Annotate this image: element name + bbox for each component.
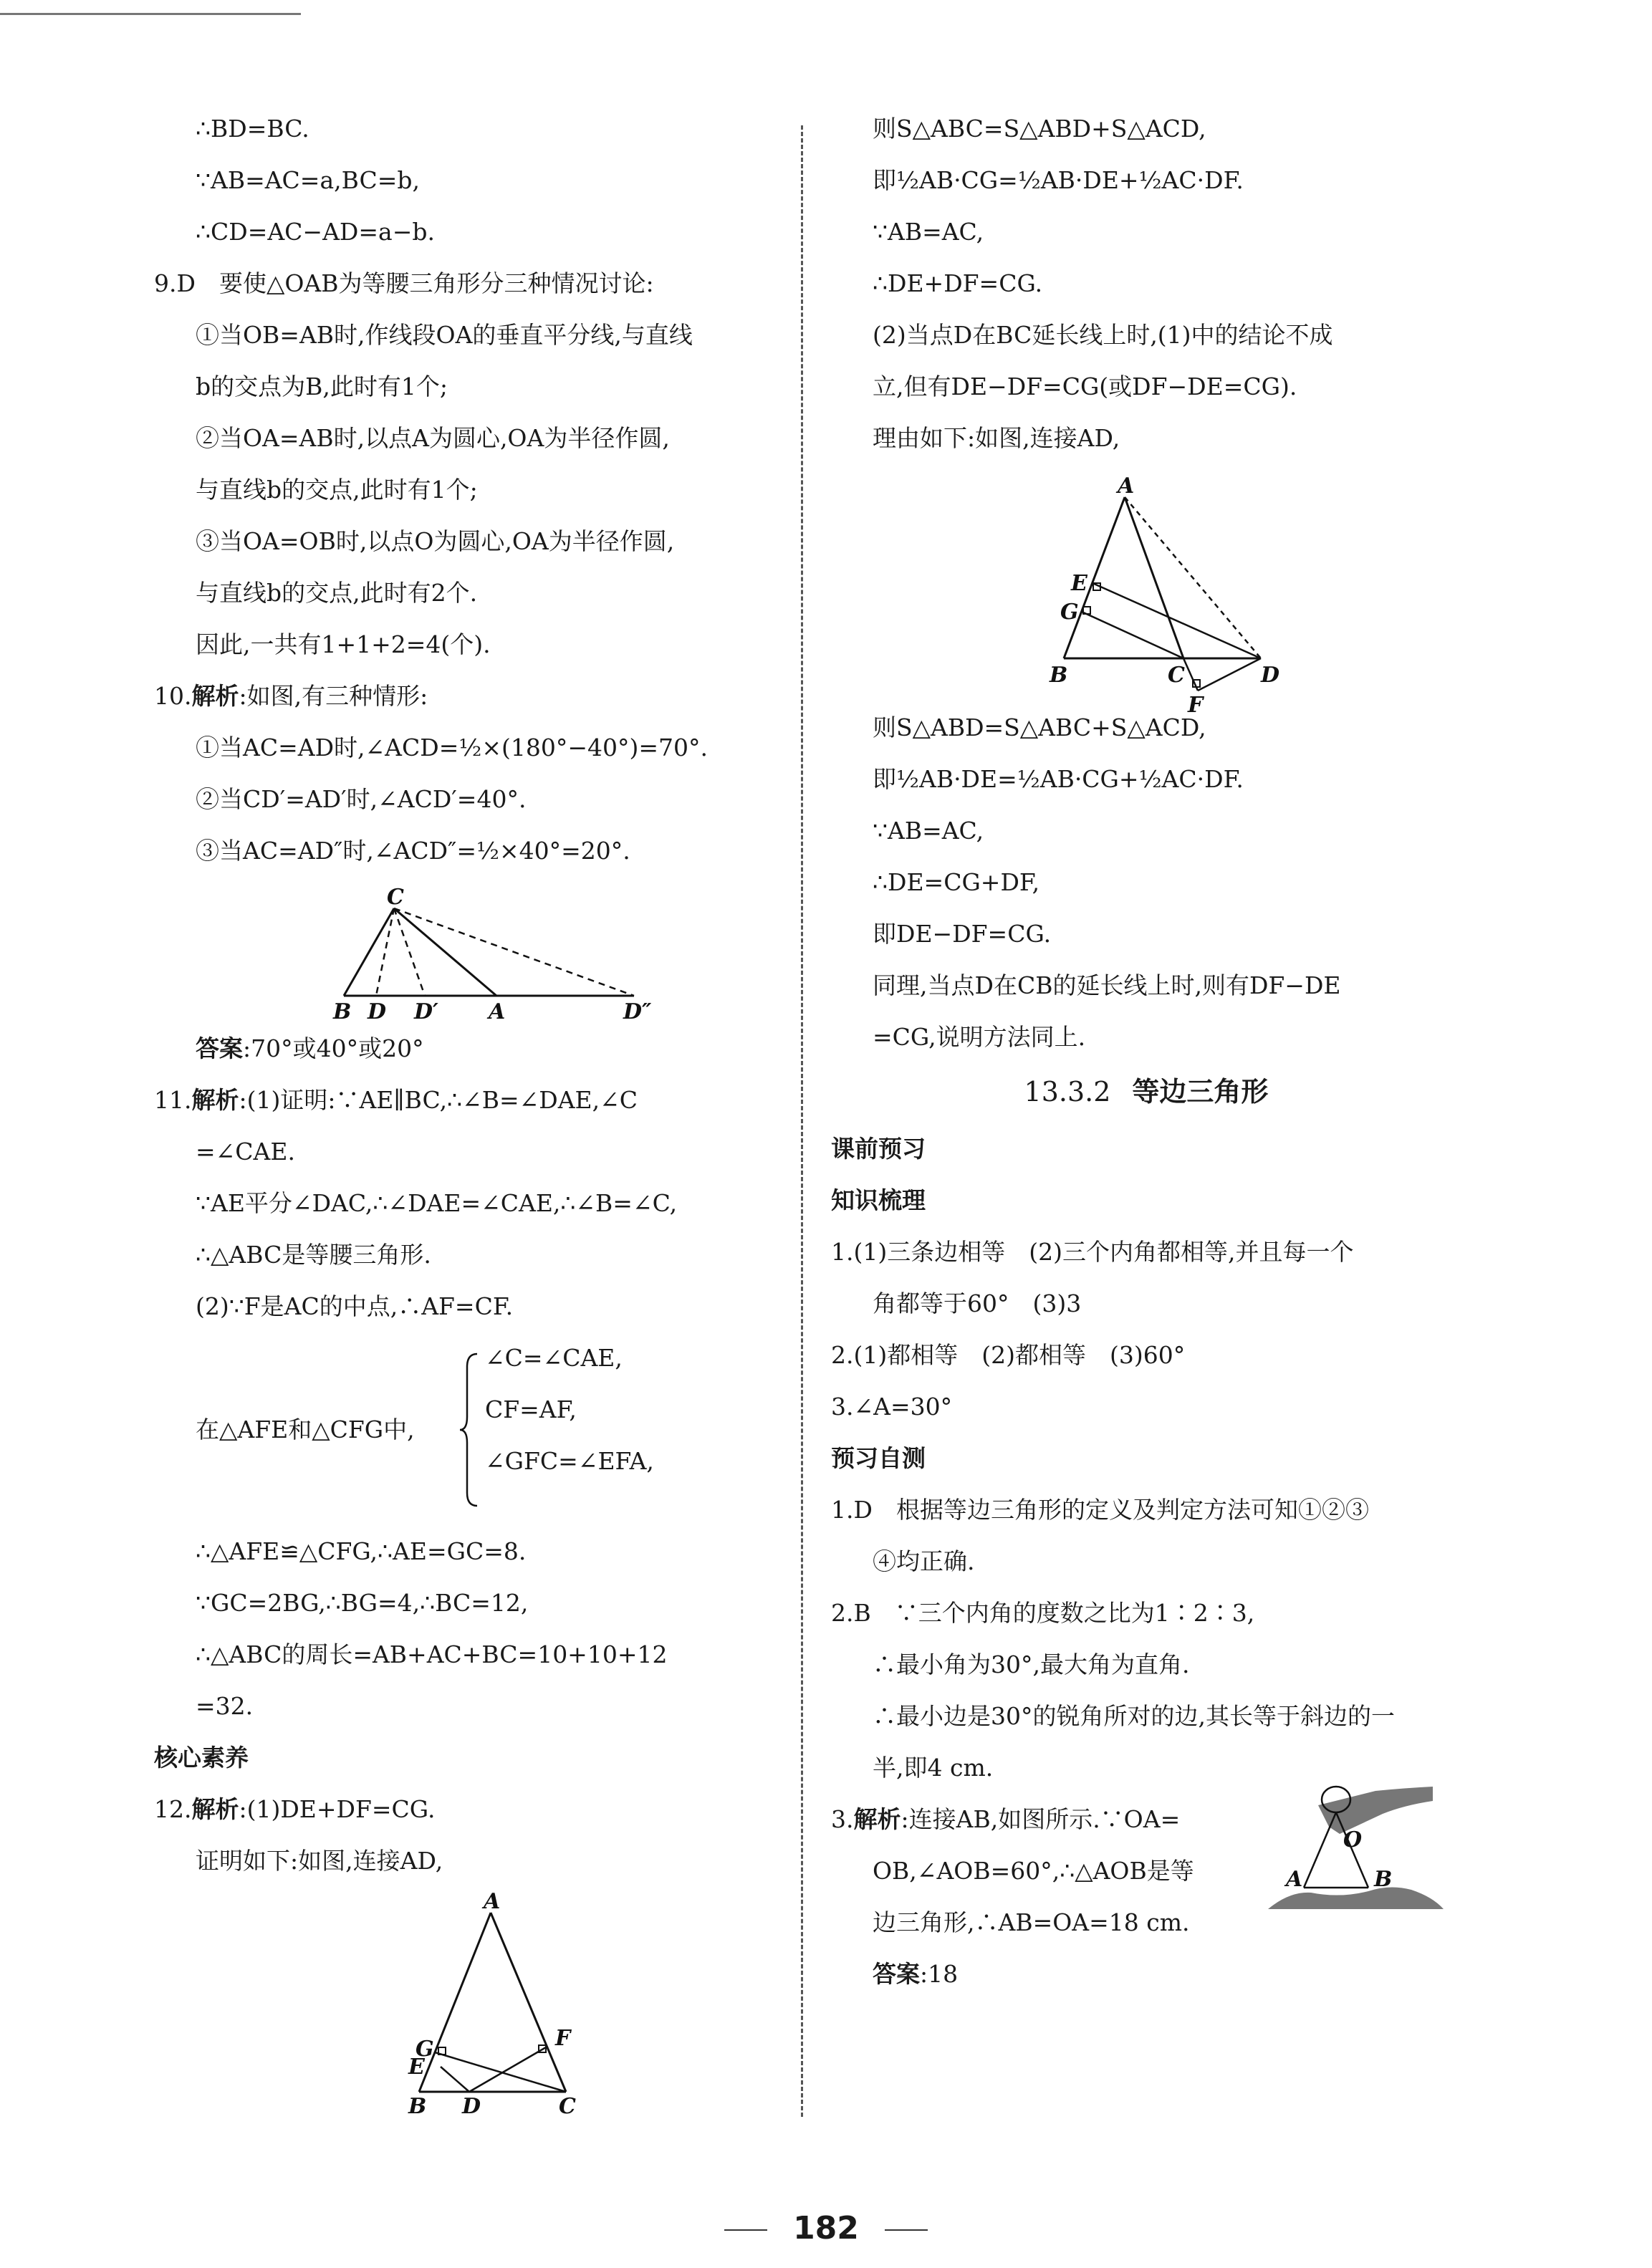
label-f: F — [1188, 693, 1204, 718]
text-line: ∴DE+DF=CG. — [873, 269, 1043, 297]
label-c: C — [387, 885, 404, 910]
answer-text: :70°或40°或20° — [243, 1034, 424, 1062]
text-line: ③当AC=AD″时,∠ACD″=½×40°=20°. — [196, 837, 630, 865]
knowledge-item: 3.∠A=30° — [831, 1393, 953, 1421]
question-9: 9.D 要使△OAB为等腰三角形分三种情况讨论: — [154, 269, 654, 297]
knowledge-item: 2.(1)都相等 (2)都相等 (3)60° — [831, 1341, 1186, 1369]
label-c: C — [1168, 663, 1185, 688]
question-11 — [154, 1086, 784, 1115]
text-line: ①当AC=AD时,∠ACD=½×(180°−40°)=70°. — [196, 734, 708, 761]
figure-q12-part2 — [831, 474, 1461, 718]
answer-label: 答案 — [196, 1034, 243, 1062]
answer-10 — [154, 1034, 784, 1063]
congruence-conditions — [154, 1344, 784, 1516]
label-b: B — [1050, 663, 1068, 688]
section-heading: 课前预习 — [831, 1135, 926, 1163]
text-line: ∵AE平分∠DAC,∴∠DAE=∠CAE,∴∠B=∠C, — [196, 1189, 678, 1217]
label-d-double-prime: D″ — [623, 999, 652, 1024]
knowledge-item: 1.(1)三条边相等 (2)三个内角都相等,并且每一个 — [831, 1238, 1354, 1266]
text-line: OB,∠AOB=60°,∴△AOB是等 — [873, 1857, 1194, 1885]
text-line: ①当OB=AB时,作线段OA的垂直平分线,与直线 — [196, 321, 693, 349]
question-number: 10. — [154, 682, 192, 710]
text-line: ∵AB=AC, — [873, 817, 984, 845]
question-number: 12. — [154, 1795, 192, 1823]
label-b: B — [408, 2094, 427, 2119]
text-line: ∴BD=BC. — [196, 115, 309, 143]
text-line: ∴最小角为30°,最大角为直角. — [873, 1650, 1190, 1678]
section-heading: 预习自测 — [831, 1444, 926, 1472]
analysis-label: 解析 — [853, 1805, 901, 1833]
text-line: ∴△ABC是等腰三角形. — [196, 1241, 431, 1269]
label-g: G — [1060, 600, 1079, 625]
text-line: ∵AB=AC=a,BC=b, — [196, 166, 421, 194]
label-a: A — [484, 1889, 501, 1914]
label-o: O — [1343, 1827, 1363, 1853]
figure-q12 — [154, 1889, 784, 2119]
label-b: B — [333, 999, 352, 1024]
text-line: 证明如下:如图,连接AD, — [196, 1847, 443, 1875]
text-line: 理由如下:如图,连接AD, — [873, 424, 1120, 452]
text-line: 角都等于60° (3)3 — [873, 1289, 1082, 1317]
section-number: 13.3.2 — [1024, 1076, 1111, 1107]
text-line: 即½AB·DE=½AB·CG+½AC·DF. — [873, 765, 1244, 793]
question-number: 3. — [831, 1805, 854, 1833]
label-d: D — [368, 999, 387, 1024]
label-d-prime: D′ — [414, 999, 438, 1024]
practice-item: 1.D 根据等边三角形的定义及判定方法可知①②③ — [831, 1496, 1369, 1524]
question-text: :(1)证明:∵AE∥BC,∴∠B=∠DAE,∠C — [239, 1086, 638, 1114]
text-line: ∵GC=2BG,∴BG=4,∴BC=12, — [196, 1589, 529, 1617]
right-column — [831, 115, 1461, 2012]
practice-item-3 — [831, 1805, 1461, 1937]
brace-line: ∠GFC=∠EFA, — [485, 1447, 654, 1475]
text-line: ∴△AFE≌△CFG,∴AE=GC=8. — [196, 1537, 527, 1565]
page-number — [0, 2210, 1652, 2247]
section-name: 等边三角形 — [1132, 1076, 1269, 1107]
text-line: 立,但有DE−DF=CG(或DF−DE=CG). — [873, 373, 1297, 400]
text-line: ∵AB=AC, — [873, 218, 984, 246]
answer-label: 答案 — [873, 1960, 920, 1988]
text-line: 与直线b的交点,此时有2个. — [196, 579, 478, 607]
question-10 — [154, 682, 784, 711]
text-line: =∠CAE. — [196, 1138, 295, 1166]
section-title — [831, 1075, 1461, 1109]
analysis-label: 解析 — [191, 1795, 239, 1823]
analysis-label: 解析 — [191, 1086, 239, 1114]
question-text: :(1)DE+DF=CG. — [239, 1795, 436, 1823]
text-line: 则S△ABC=S△ABD+S△ACD, — [873, 115, 1206, 143]
label-d: D — [462, 2094, 481, 2119]
label-d: D — [1261, 663, 1280, 688]
question-text: :连接AB,如图所示.∵OA= — [901, 1805, 1181, 1833]
text-line: 同理,当点D在CB的延长线上时,则有DF−DE — [873, 971, 1341, 999]
practice-item: 2.B ∵三个内角的度数之比为1∶2∶3, — [831, 1599, 1255, 1627]
text-line: 即DE−DF=CG. — [873, 920, 1052, 948]
label-b: B — [1374, 1867, 1393, 1892]
top-rule — [0, 13, 301, 15]
brace-label: 在△AFE和△CFG中, — [196, 1416, 415, 1443]
page-number-text: 182 — [793, 2210, 859, 2247]
text-line: 与直线b的交点,此时有1个; — [196, 476, 478, 504]
text-line: b的交点为B,此时有1个; — [196, 373, 448, 400]
analysis-label: 解析 — [191, 682, 239, 710]
text-line: 边三角形,∴AB=OA=18 cm. — [873, 1908, 1190, 1936]
text-line: ②当CD′=AD′时,∠ACD′=40°. — [196, 785, 527, 813]
text-line: =32. — [196, 1692, 254, 1720]
label-g: G — [416, 2037, 434, 2062]
text-line: ∴DE=CG+DF, — [873, 868, 1040, 896]
text-line: 即½AB·CG=½AB·DE+½AC·DF. — [873, 166, 1244, 194]
question-number: 11. — [154, 1086, 192, 1114]
question-text: :如图,有三种情形: — [239, 682, 428, 710]
brace-line: ∠C=∠CAE, — [485, 1344, 623, 1372]
text-line: 则S△ABD=S△ABC+S△ACD, — [873, 713, 1206, 741]
label-e: E — [408, 2055, 425, 2080]
text-line: 半,即4 cm. — [873, 1754, 994, 1782]
text-line: (2)∵F是AC的中点,∴AF=CF. — [196, 1292, 514, 1320]
label-c: C — [559, 2094, 576, 2119]
text-line: ∴最小边是30°的锐角所对的边,其长等于斜边的一 — [873, 1702, 1395, 1730]
figure-p3 — [1268, 1784, 1461, 1927]
section-heading: 核心素养 — [154, 1744, 249, 1772]
label-a: A — [489, 999, 506, 1024]
label-f: F — [555, 2026, 571, 2051]
text-line: ③当OA=OB时,以点O为圆心,OA为半径作圆, — [196, 527, 675, 555]
section-heading: 知识梳理 — [831, 1186, 926, 1214]
column-divider — [801, 125, 803, 2117]
text-line: 因此,一共有1+1+2=4(个). — [196, 630, 491, 658]
text-line: ∴CD=AC−AD=a−b. — [196, 218, 435, 246]
answer-text: :18 — [920, 1960, 959, 1988]
text-line: ④均正确. — [873, 1547, 975, 1575]
answer-p3 — [831, 1960, 1461, 1989]
figure-q10 — [154, 885, 784, 1024]
label-e: E — [1071, 571, 1087, 596]
left-column — [154, 115, 784, 2130]
label-a: A — [1286, 1867, 1303, 1892]
brace-line: CF=AF, — [485, 1395, 577, 1423]
text-line: (2)当点D在BC延长线上时,(1)中的结论不成 — [873, 321, 1333, 349]
text-line: ②当OA=AB时,以点A为圆心,OA为半径作圆, — [196, 424, 670, 452]
question-12 — [154, 1795, 784, 1824]
label-a: A — [1118, 474, 1135, 499]
text-line: ∴△ABC的周长=AB+AC+BC=10+10+12 — [196, 1640, 668, 1668]
text-line: =CG,说明方法同上. — [873, 1023, 1086, 1051]
left-brace — [458, 1351, 480, 1509]
